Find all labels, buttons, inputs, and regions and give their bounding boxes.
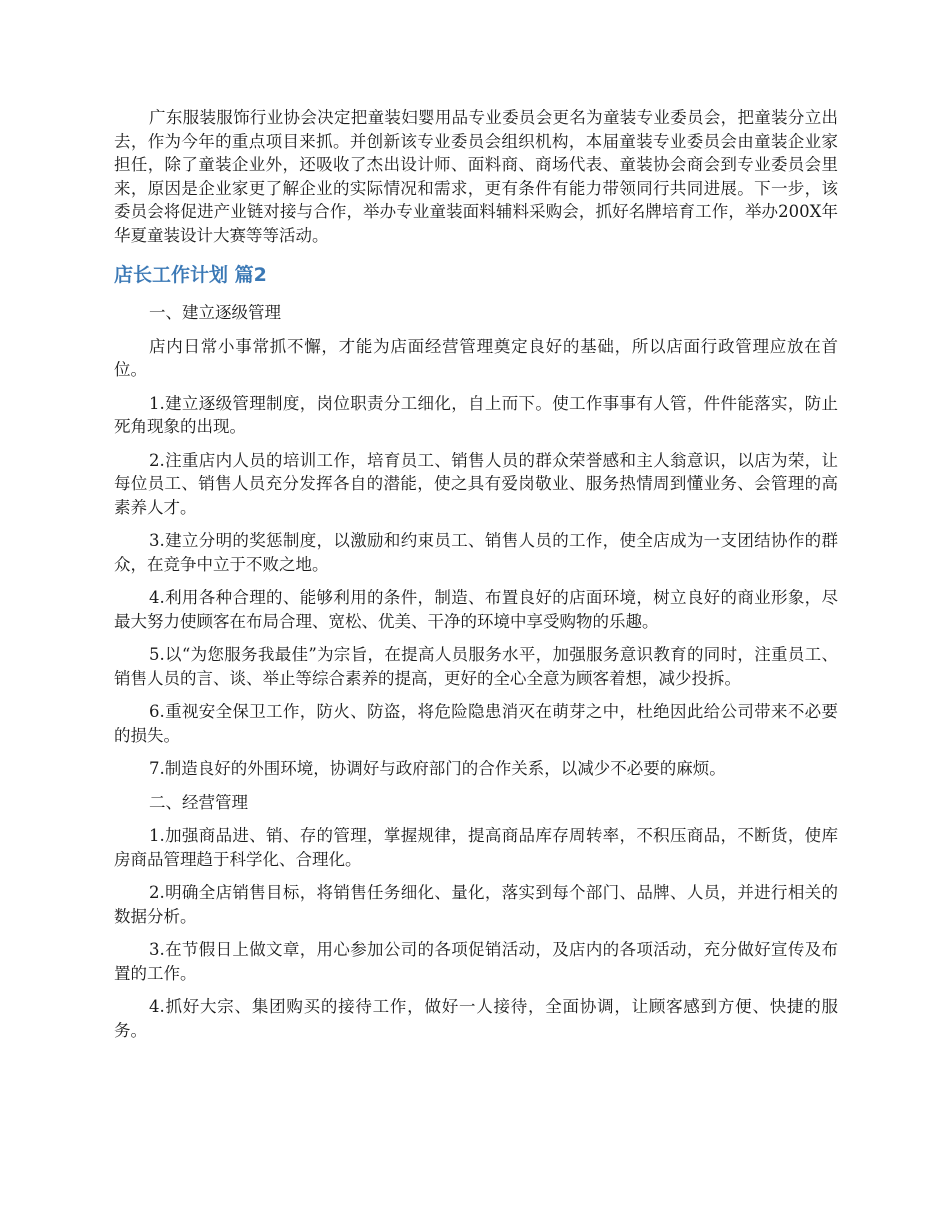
list-item: 2.注重店内人员的培训工作，培育员工、销售人员的群众荣誉感和主人翁意识，以店为荣，让每位员工、销售人员充分发挥各自的潜能，使之具有爱岗敬业、服务热情周到懂业务、会管理的高素养人才。: [114, 450, 838, 517]
lead-paragraph: 店内日常小事常抓不懈，才能为店面经营管理奠定良好的基础，所以店面行政管理应放在首位。: [114, 336, 838, 379]
list-item: 3.在节假日上做文章，用心参加公司的各项促销活动，及店内的各项活动，充分做好宣传及布置的工作。: [114, 940, 838, 983]
list-item: 1.加强商品进、销、存的管理，掌握规律，提高商品库存周转率，不积压商品，不断货，使库房商品管理趋于科学化、合理化。: [114, 826, 838, 869]
list-item: 6.重视安全保卫工作，防火、防盗，将危险隐患消灭在萌芽之中，杜绝因此给公司带来不必要的损失。: [114, 702, 838, 745]
list-item: 3.建立分明的奖惩制度，以激励和约束员工、销售人员的工作，使全店成为一支团结协作的群众，在竞争中立于不败之地。: [114, 531, 838, 574]
subheading-2: 二、经营管理: [149, 792, 248, 812]
list-item: 5.以“为您服务我最佳”为宗旨，在提高人员服务水平，加强服务意识教育的同时，注重员工、销售人员的言、谈、举止等综合素养的提高，更好的全心全意为顾客着想，减少投拆。: [114, 645, 838, 688]
list-item: 7.制造良好的外围环境，协调好与政府部门的合作关系，以减少不必要的麻烦。: [149, 759, 726, 778]
subheading-1: 一、建立逐级管理: [149, 303, 281, 322]
section-heading: 店长工作计划 篇2: [114, 264, 267, 286]
list-item: 4.利用各种合理的、能够利用的条件，制造、布置良好的店面环境，树立良好的商业形象，尽最大努力使顾客在布局合理、宽松、优美、干净的环境中享受购物的乐趣。: [114, 588, 838, 631]
list-item: 1.建立逐级管理制度，岗位职责分工细化，自上而下。使工作事事有人管，件件能落实，防止死角现象的出现。: [114, 393, 838, 436]
document-page: [114, 106, 838, 1052]
list-item: 2.明确全店销售目标，将销售任务细化、量化，落实到每个部门、品牌、人员，并进行相关的数据分析。: [114, 883, 838, 926]
list-item: 4.抓好大宗、集团购买的接待工作，做好一人接待，全面协调，让顾客感到方便、快捷的服务。: [114, 997, 838, 1040]
intro-paragraph: 广东服装服饰行业协会决定把童装妇婴用品专业委员会更名为童装专业委员会，把童装分立出去，作为今年的重点项目来抓。并创新该专业委员会组织机构，本届童装专业委员会由童装企业家担任，除了童装企业外，还吸收了杰出设计师、面料商、商场代表、童装协会商会到专业委员会里来，原因是企业家更了解企业的实际情况和需求，更有条件有能力带领同行共同进展。下一步，该委员会将促进产业链对接与合作，举办专业童装面料辅料采购会，抓好名牌培育工作，举办200X年华夏童装设计大赛等等活动。: [114, 108, 838, 245]
